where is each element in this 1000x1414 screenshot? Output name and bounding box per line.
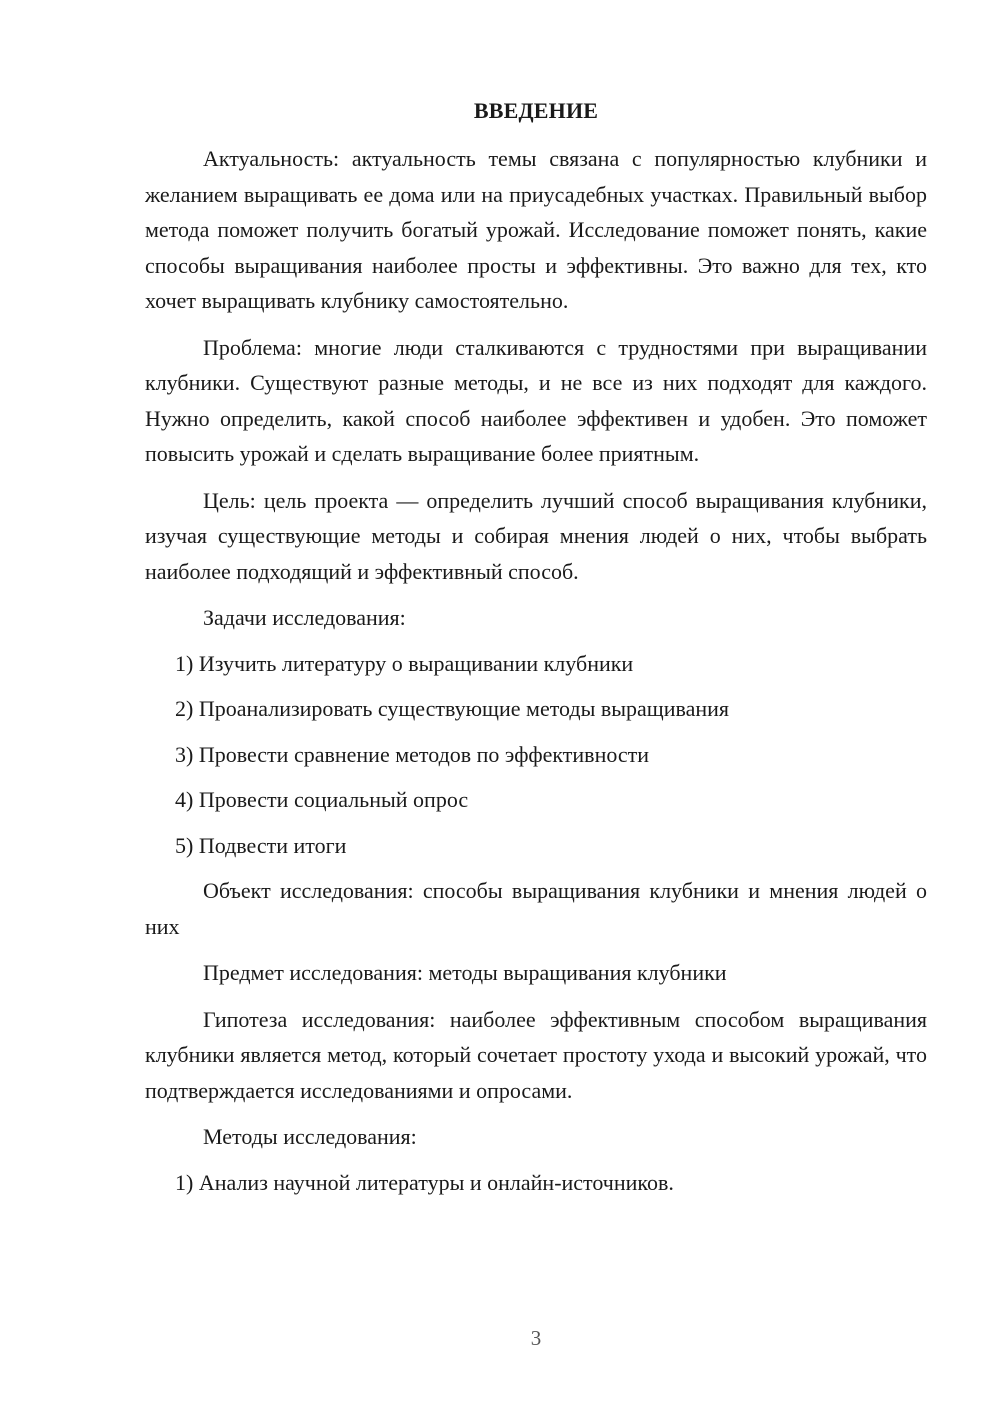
methods-heading: Методы исследования: <box>203 1124 417 1149</box>
list-item: 3) Провести сравнение методов по эффективности <box>175 741 650 767</box>
hypothesis-paragraph: Гипотеза исследования: наиболее эффективным способом выращивания клубники является метод, который сочетает простоту ухода и высокий урожай, что подтверждается исследованиями и опросами. <box>145 1006 927 1103</box>
tasks-heading: Задачи исследования: <box>203 605 406 630</box>
relevance-paragraph: Актуальность: актуальность темы связана с популярностью клубники и желанием выращивать ее дома или на приусадебных участках. Правильный выбор метода поможет получить богатый урожай. Исследование поможет понять, какие способы выращивания наиболее просты и эффективны. Это важно для тех, кто хочет выращивать клубнику самостоятельно. <box>145 146 927 313</box>
list-item: 1) Изучить литературу о выращивании клубники <box>175 650 634 676</box>
list-item: 5) Подвести итоги <box>175 832 347 858</box>
tasks-list <box>145 646 927 864</box>
subject-paragraph: Предмет исследования: методы выращивания клубники <box>203 960 727 985</box>
page-number: 3 <box>530 1326 542 1350</box>
list-item: 1) Анализ научной литературы и онлайн-источников. <box>175 1169 674 1195</box>
goal-paragraph: Цель: цель проекта — определить лучший способ выращивания клубники, изучая существующие методы и собирая мнения людей о них, чтобы выбрать наиболее подходящий и эффективный способ. <box>145 487 927 584</box>
document-page <box>145 95 927 1210</box>
list-item: 4) Провести социальный опрос <box>175 787 469 812</box>
problem-paragraph: Проблема: многие люди сталкиваются с трудностями при выращивании клубники. Существуют разные методы, и не все из них подходят для каждого. Нужно определить, какой способ наиболее эффективен и удобен. Это поможет повысить урожай и сделать выращивание более приятным. <box>145 334 927 466</box>
object-paragraph: Объект исследования: способы выращивания клубники и мнения людей о них <box>145 878 927 939</box>
list-item: 2) Проанализировать существующие методы выращивания <box>175 696 730 721</box>
page-title: ВВЕДЕНИЕ <box>473 98 599 123</box>
methods-list <box>145 1165 927 1201</box>
